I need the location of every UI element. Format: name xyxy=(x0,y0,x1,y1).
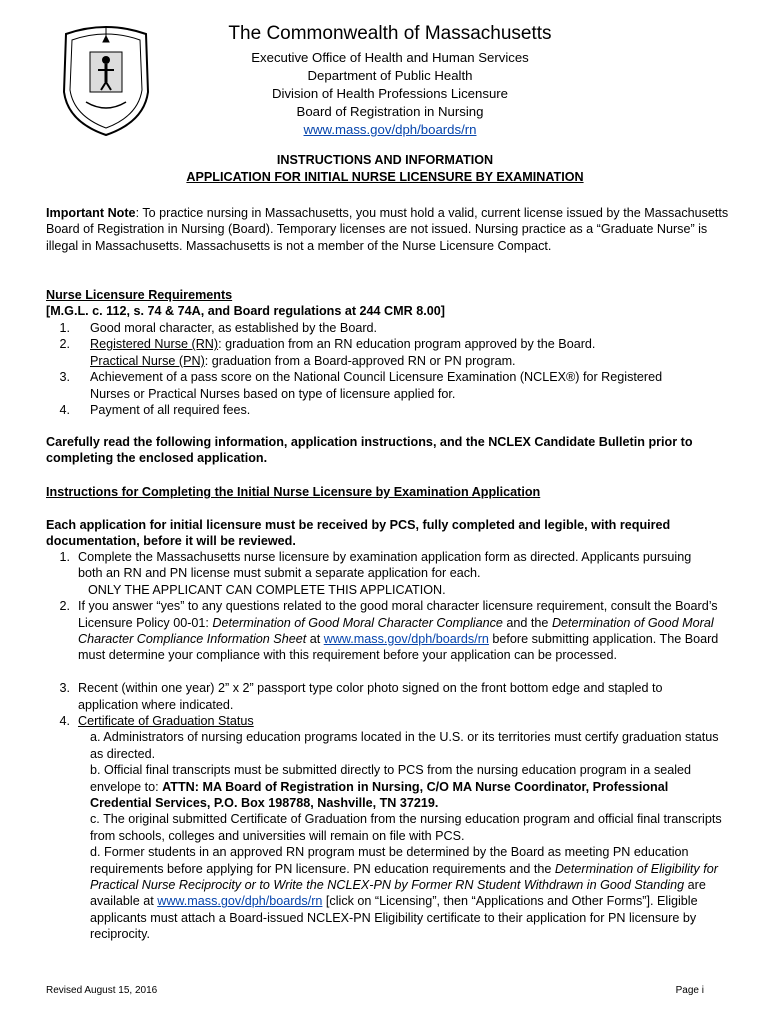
list-item xyxy=(46,369,706,402)
board-website-link[interactable]: www.mass.gov/dph/boards/rn xyxy=(157,894,323,909)
list-number: 2. xyxy=(59,599,70,614)
agency-line-2: Department of Public Health xyxy=(307,68,473,83)
agency-line-1: Executive Office of Health and Human Services xyxy=(251,50,529,65)
text-run: are available at xyxy=(90,878,706,909)
list-number: 1. xyxy=(59,321,70,335)
list-text: Payment of all required fees. xyxy=(90,402,251,417)
important-note-label: Important Note xyxy=(46,206,136,220)
careful-notice: Carefully read the following information, application instructions, and the NCLEX Candidate Bulletin prior to completing the enclosed application. xyxy=(46,435,693,466)
instructions-intro: Each application for initial licensure must be received by PCS, fully completed and legible, with required documentation, before it will be reviewed. xyxy=(46,518,671,549)
text-run: If you answer “yes” to any questions related to the good moral character licensure requirement, consult the Board’s Licensure Policy 00-01: xyxy=(78,599,718,630)
list-item xyxy=(46,713,722,943)
applicant-only-notice: ONLY THE APPLICANT CAN COMPLETE THIS APPLICATION. xyxy=(88,582,446,597)
pn-label: Practical Nurse (PN) xyxy=(90,353,205,368)
requirements-citation: [M.G.L. c. 112, s. 74 & 74A, and Board regulations at 244 CMR 8.00] xyxy=(46,304,445,318)
list-text xyxy=(78,598,723,664)
list-item xyxy=(46,598,719,680)
graduation-item-a: a. Administrators of nursing education programs located in the U.S. or its territories must certify graduation status as directed. xyxy=(90,730,719,761)
list-number: 4. xyxy=(59,402,70,417)
list-item xyxy=(46,336,706,369)
list-text: Complete the Massachusetts nurse licensure by examination application form as directed. Applicants pursuing both an RN and PN license must submit a separate application for each. xyxy=(78,550,692,581)
list-item xyxy=(46,549,716,598)
important-note xyxy=(46,205,730,254)
list-text: Achievement of a pass score on the National Council Licensure Examination (NCLEX®) for Registered Nurses or Practical Nurses based on type of licensure applied for. xyxy=(90,370,663,401)
eligibility-title: Determination of Eligibility for Practical Nurse Reciprocity or to Write the NCLEX-PN by Former RN Student Withdrawn in Good Standing xyxy=(90,861,718,893)
instructions-title: INSTRUCTIONS AND INFORMATION xyxy=(276,153,494,167)
page-title: The Commonwealth of Massachusetts xyxy=(228,23,552,44)
list-text: Recent (within one year) 2” x 2” passport type color photo signed on the front bottom edge and stapled to application where indicated. xyxy=(78,681,663,712)
graduation-heading: Certificate of Graduation Status xyxy=(78,713,254,728)
list-number: 4. xyxy=(59,713,70,728)
application-title: APPLICATION FOR INITIAL NURSE LICENSURE BY EXAMINATION xyxy=(186,170,584,184)
text-run: b. Official final transcripts must be submitted directly to PCS from the nursing education program in a sealed envelope to: xyxy=(90,763,692,794)
board-website-link[interactable]: www.mass.gov/dph/boards/rn xyxy=(303,122,477,137)
graduation-item-c: c. The original submitted Certificate of Graduation from the nursing education program and official final transcripts from schools, colleges and universities will remain on file with PCS. xyxy=(90,812,722,843)
text-run: and the xyxy=(502,615,552,630)
graduation-item-b xyxy=(90,762,723,811)
policy-title: Determination of Good Moral Character Compliance xyxy=(212,615,503,630)
mailing-address: ATTN: MA Board of Registration in Nursing, C/O MA Nurse Coordinator, Professional Credential Services, P.O. Box 198788, Nashville, TN 37219. xyxy=(90,779,669,811)
text-run: d. Former students in an approved RN program must be determined by the Board as meeting PN education requirements before applying for PN licensure. PN education requirements and the xyxy=(90,845,689,876)
rn-text: : graduation from an RN education program approved by the Board. xyxy=(218,337,596,352)
list-number: 1. xyxy=(59,550,70,564)
list-text: Good moral character, as established by the Board. xyxy=(90,321,378,335)
agency-line-3: Division of Health Professions Licensure xyxy=(271,86,509,101)
list-item xyxy=(46,402,706,418)
graduation-item-d xyxy=(90,844,723,942)
text-run: before submitting application. The Board must determine your compliance with this requirement before your application can be processed. xyxy=(78,632,719,663)
agency-line-4: Board of Registration in Nursing xyxy=(296,104,484,119)
list-number: 3. xyxy=(59,370,70,385)
text-run: at xyxy=(306,632,324,646)
important-note-text: : To practice nursing in Massachusetts, you must hold a valid, current license issued by the Massachusetts Board of Registration in Nursing (Board). Temporary licenses are not issued. Nursing practice as a “Graduate Nurse” is illegal in Massachusetts. Massachusetts is not a member of the Nurse Licensure Compact. xyxy=(46,206,729,253)
rn-label: Registered Nurse (RN) xyxy=(90,337,219,352)
massachusetts-seal-icon xyxy=(56,22,156,138)
instructions-list xyxy=(46,549,722,943)
info-sheet-title: Determination of Good Moral Character Compliance Information Sheet xyxy=(78,615,714,646)
text-run: [click on “Licensing”, then “Applications and Other Forms”]. Eligible applicants must attach a Board-issued NCLEX-PN Eligibility certificate to their application for PN licensure by reciprocity. xyxy=(90,894,698,942)
list-item xyxy=(46,680,716,713)
list-item xyxy=(46,320,706,336)
list-number: 3. xyxy=(59,681,70,696)
list-number: 2. xyxy=(59,337,70,352)
pn-text: : graduation from a Board-approved RN or PN program. xyxy=(204,353,516,368)
instructions-heading: Instructions for Completing the Initial Nurse Licensure by Examination Application xyxy=(46,485,541,499)
board-website-link[interactable]: www.mass.gov/dph/boards/rn xyxy=(323,632,489,646)
page-number: Page i xyxy=(675,985,704,996)
requirements-heading: Nurse Licensure Requirements xyxy=(46,288,233,302)
document-titles xyxy=(0,152,770,186)
requirements-list xyxy=(46,320,706,418)
revision-date: Revised August 15, 2016 xyxy=(46,985,158,996)
